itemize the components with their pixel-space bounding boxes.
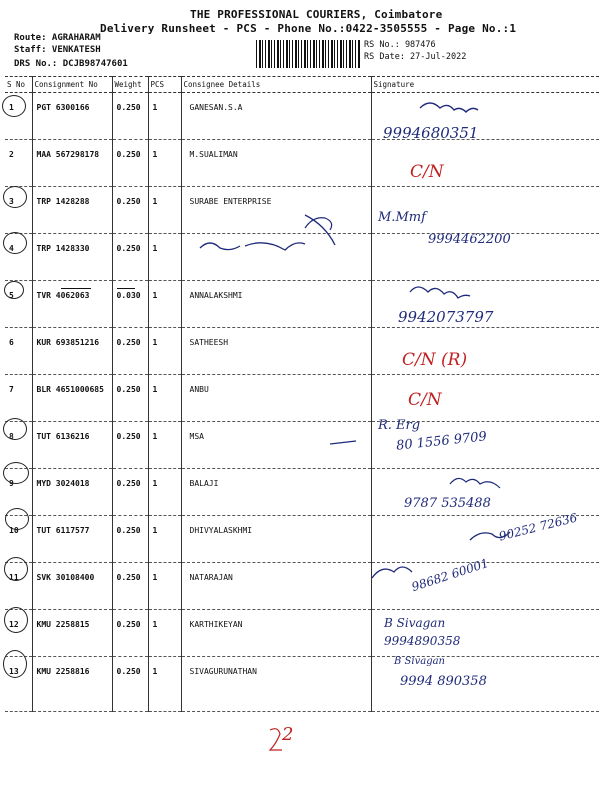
cell-sno: 3 [5,187,32,234]
handwritten-phone: 90252 72636 [497,510,579,544]
cell-pcs: 1 [148,328,181,375]
cell-weight: 0.250 [112,516,148,563]
company-title: THE PROFESSIONAL COURIERS, Coimbatore [190,8,443,21]
cell-consignee: M.SUALIMAN [181,140,371,187]
rs-number: RS No.: 987476 [364,40,436,50]
cell-consignment: KMU 2258815 [32,610,112,657]
cell-sno: 12 [5,610,32,657]
cell-weight: 0.250 [112,234,148,281]
col-header-signature: Signature [371,77,599,93]
col-header-weight: Weight [112,77,148,93]
cell-sno: 10 [5,516,32,563]
cell-weight: 0.250 [112,187,148,234]
handwritten-phone: 9994680351 [383,124,479,142]
col-header-consignee: Consignee Details [181,77,371,93]
cell-consignment: SVK 30108400 [32,563,112,610]
handwritten-cn-mark: C/N [408,390,442,410]
cell-sno: 2 [5,140,32,187]
cell-weight: 0.250 [112,657,148,712]
cell-consignment: BLR 4651000685 [32,375,112,422]
cell-consignee: SIVAGURUNATHAN [181,657,371,712]
route-label: Route: AGRAHARAM [14,33,101,43]
cell-consignment: TRP 1428330 [32,234,112,281]
cell-consignment: TUT 6136216 [32,422,112,469]
cell-pcs: 1 [148,657,181,712]
handwritten-phone: 9942073797 [398,308,494,326]
handwritten-signature: R. Erg [378,418,421,433]
cell-consignee: SATHEESH [181,328,371,375]
cell-sno: 1 [5,93,32,140]
bottom-red-mark: 2 [282,724,294,745]
staff-label: Staff: VENKATESH [14,45,101,55]
cell-consignment: KMU 2258816 [32,657,112,712]
handwritten-name: B Sivagan [394,656,445,667]
cell-consignee: NATARAJAN [181,563,371,610]
cell-weight: 0.250 [112,469,148,516]
cell-consignee: ANNALAKSHMI [181,281,371,328]
rs-date: RS Date: 27-Jul-2022 [364,52,467,62]
runsheet-title: Delivery Runsheet - PCS - Phone No.:0422-3505555 - Page No.:1 [100,22,517,35]
cell-sno: 11 [5,563,32,610]
cell-sno: 8 [5,422,32,469]
cell-consignee: BALAJI [181,469,371,516]
cell-weight: 0.250 [112,140,148,187]
cell-weight: 0.250 [112,422,148,469]
cell-pcs: 1 [148,187,181,234]
col-header-consignment: Consignment No [32,77,112,93]
cell-consignee: GANESAN.S.A [181,93,371,140]
handwritten-phone: 9787 535488 [404,496,491,511]
cell-weight: 0.250 [112,93,148,140]
handwritten-phone: 9994890358 [384,634,461,648]
cell-weight: 0.250 [112,375,148,422]
cell-consignee: DHIVYALASKHMI [181,516,371,563]
cell-sno: 6 [5,328,32,375]
cell-sno: 4 [5,234,32,281]
cell-consignment: PGT 6300166 [32,93,112,140]
cell-weight: 0.250 [112,610,148,657]
cell-consignee: SURABE ENTERPRISE [181,187,371,234]
cell-weight: 0.030 [112,281,148,328]
handwritten-name: B Sivagan [384,616,446,630]
cell-consignment: MYD 3024018 [32,469,112,516]
cell-consignee: ANBU [181,375,371,422]
handwritten-phone: 80 1556 9709 [395,429,488,454]
cell-consignee: KARTHIKEYAN [181,610,371,657]
col-header-pcs: PCS [148,77,181,93]
handwritten-phone: 9994 890358 [400,674,487,689]
cell-sno: 7 [5,375,32,422]
cell-pcs: 1 [148,375,181,422]
cell-pcs: 1 [148,610,181,657]
handwritten-signature: M.Mmf [378,210,426,225]
cell-pcs: 1 [148,516,181,563]
cell-pcs: 1 [148,140,181,187]
drs-number: DRS No.: DCJB98747601 [14,59,128,69]
cell-sno: 13 [5,657,32,712]
handwritten-phone: 9994462200 [428,232,511,247]
handwritten-cn-mark: C/N (R) [402,350,468,370]
cell-consignment: MAA 567298178 [32,140,112,187]
cell-consignment: TUT 6117577 [32,516,112,563]
col-header-sno: S No [5,77,32,93]
handwritten-cn-mark: C/N [410,162,444,182]
cell-pcs: 1 [148,422,181,469]
cell-weight: 0.250 [112,328,148,375]
cell-pcs: 1 [148,234,181,281]
cell-consignment: KUR 693851216 [32,328,112,375]
cell-consignee: MSA [181,422,371,469]
cell-sno: 9 [5,469,32,516]
handwritten-phone: 98682 60001 [409,555,491,595]
cell-pcs: 1 [148,469,181,516]
cell-pcs: 1 [148,281,181,328]
cell-consignment: TRP 1428288 [32,187,112,234]
cell-pcs: 1 [148,563,181,610]
cell-sno: 5 [5,281,32,328]
cell-pcs: 1 [148,93,181,140]
cell-weight: 0.250 [112,563,148,610]
cell-consignment: TVR 4062063 [32,281,112,328]
